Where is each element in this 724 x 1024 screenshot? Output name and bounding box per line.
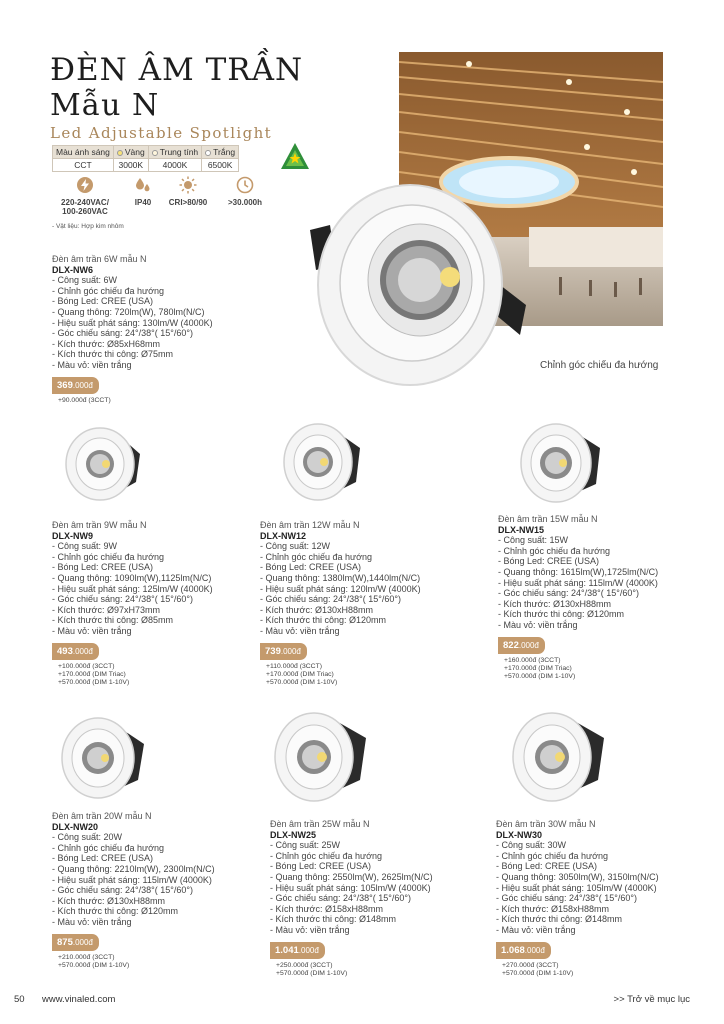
product-nw30 xyxy=(496,819,711,978)
product-name: Đèn âm trần 15W mẫu N xyxy=(498,514,598,524)
spec-line: - Kích thước thi công: Ø120mm xyxy=(52,906,178,917)
feature-ip: IP40 xyxy=(128,176,158,207)
price-option: +570.000đ (DIM 1-10V) xyxy=(502,969,574,977)
price-option: +160.000đ (3CCT) xyxy=(504,656,561,664)
spec-line: - Quang thông: 2550lm(W), 2625lm(N/C) xyxy=(270,871,433,882)
product-nw20 xyxy=(52,811,262,970)
cct-label: CCT xyxy=(53,159,114,172)
product-name: Đèn âm trần 9W mẫu N xyxy=(52,520,147,530)
spec-line: - Chỉnh góc chiếu đa hướng xyxy=(52,285,164,296)
product-image-nw20 xyxy=(58,714,146,802)
product-nw6 xyxy=(52,254,312,405)
cct-warm: 3000K xyxy=(113,159,148,172)
product-name: Đèn âm trần 25W mẫu N xyxy=(270,819,370,829)
cct-white: 6500K xyxy=(202,159,239,172)
price-options xyxy=(496,962,711,978)
clock-icon xyxy=(236,176,254,194)
spec-line: - Màu vỏ: viền trắng xyxy=(52,916,132,927)
spec-line: - Hiệu suất phát sáng: 105lm/W (4000K) xyxy=(496,882,657,893)
spec-line: - Quang thông: 720lm(W), 780lm(N/C) xyxy=(52,306,205,317)
spec-line: - Hiệu suất phát sáng: 120lm/W (4000K) xyxy=(260,583,421,594)
spec-line: - Kích thước: Ø158xH88mm xyxy=(496,903,609,914)
product-code: DLX-NW20 xyxy=(52,821,99,832)
page-title: ĐÈN ÂM TRẦN xyxy=(50,52,304,88)
product-image-nw12 xyxy=(282,420,362,504)
price-options xyxy=(52,663,257,687)
feature-lifetime: >30.000h xyxy=(222,176,268,207)
product-name: Đèn âm trần 6W mẫu N xyxy=(52,254,147,264)
color-option-neutral: Trung tính xyxy=(148,146,201,159)
spec-line: - Công suất: 30W xyxy=(496,840,567,851)
spec-line: - Màu vỏ: viền trắng xyxy=(496,924,576,935)
spec-line: - Góc chiếu sáng: 24°/38°( 15°/60°) xyxy=(52,328,193,339)
product-nw12 xyxy=(260,520,490,687)
spec-line: - Màu vỏ: viền trắng xyxy=(270,924,350,935)
spec-line: - Hiệu suất phát sáng: 115lm/W (4000K) xyxy=(52,874,212,885)
product-image-nw25 xyxy=(272,708,368,806)
price-options xyxy=(270,962,490,978)
price-option: +90.000đ (3CCT) xyxy=(58,396,111,404)
spec-line: - Kích thước: Ø97xH73mm xyxy=(52,604,160,615)
product-specs xyxy=(52,541,257,636)
spec-line: - Kích thước: Ø130xH88mm xyxy=(498,598,611,609)
product-image-nw30 xyxy=(510,708,606,806)
spec-line: - Kích thước: Ø130xH88mm xyxy=(52,895,165,906)
product-image-nw9 xyxy=(62,424,142,504)
spec-line: - Góc chiếu sáng: 24°/38°( 15°/60°) xyxy=(498,588,639,599)
product-code: DLX-NW9 xyxy=(52,530,93,541)
color-option-warm: Vàng xyxy=(113,146,148,159)
hero-spotlight-image xyxy=(300,165,530,405)
product-code: DLX-NW12 xyxy=(260,530,307,541)
product-specs xyxy=(260,541,490,636)
spec-line: - Góc chiếu sáng: 24°/38°( 15°/60°) xyxy=(496,893,637,904)
price-option: +170.000đ (DIM Triac) xyxy=(504,664,572,672)
spec-line: - Màu vỏ: viền trắng xyxy=(52,359,132,370)
price-option: +570.000đ (DIM 1-10V) xyxy=(58,961,130,969)
product-name: Đèn âm trần 30W mẫu N xyxy=(496,819,596,829)
spec-line: - Công suất: 20W xyxy=(52,832,123,843)
feature-cri: CRI>80/90 xyxy=(164,176,212,207)
spec-line: - Bóng Led: CREE (USA) xyxy=(52,562,154,573)
price-tag: 739.000đ xyxy=(260,643,307,660)
spec-line: - Chỉnh góc chiếu đa hướng xyxy=(52,842,164,853)
spec-line: - Hiệu suất phát sáng: 125lm/W (4000K) xyxy=(52,583,213,594)
spec-line: - Góc chiếu sáng: 24°/38°( 15°/60°) xyxy=(52,594,193,605)
product-nw25 xyxy=(270,819,490,978)
price-option: +170.000đ (DIM Triac) xyxy=(266,670,334,678)
spec-line: - Công suất: 9W xyxy=(52,541,118,552)
price-option: +570.000đ (DIM 1-10V) xyxy=(266,678,338,686)
price-option: +570.000đ (DIM 1-10V) xyxy=(58,678,130,686)
spec-line: - Góc chiếu sáng: 24°/38°( 15°/60°) xyxy=(270,893,411,904)
spec-line: - Bóng Led: CREE (USA) xyxy=(496,861,598,872)
product-code: DLX-NW6 xyxy=(52,264,93,275)
spec-line: - Kích thước thi công: Ø120mm xyxy=(498,609,624,620)
spec-line: - Chỉnh góc chiếu đa hướng xyxy=(496,850,608,861)
price-tag: 875.000đ xyxy=(52,934,99,951)
product-code: DLX-NW30 xyxy=(496,829,543,840)
spec-line: - Hiệu suất phát sáng: 105lm/W (4000K) xyxy=(270,882,431,893)
water-drops-icon xyxy=(134,176,152,194)
price-options xyxy=(52,954,262,970)
spec-line: - Màu vỏ: viền trắng xyxy=(498,619,578,630)
spec-line: - Kích thước: Ø158xH88mm xyxy=(270,903,383,914)
price-option: +110.000đ (3CCT) xyxy=(266,662,322,670)
price-option: +210.000đ (3CCT) xyxy=(58,953,115,961)
spec-line: - Quang thông: 1090lm(W),1125lm(N/C) xyxy=(52,572,212,583)
spec-line: - Góc chiếu sáng: 24°/38°( 15°/60°) xyxy=(52,885,193,896)
spec-line: - Quang thông: 1380lm(W),1440lm(N/C) xyxy=(260,572,421,583)
spec-line: - Công suất: 6W xyxy=(52,275,118,286)
spec-line: - Kích thước: Ø130xH88mm xyxy=(260,604,373,615)
back-to-contents-link[interactable]: >> Trở về mục lục xyxy=(613,994,690,1005)
website-link[interactable]: www.vinaled.com xyxy=(42,994,116,1005)
price-option: +100.000đ (3CCT) xyxy=(58,662,115,670)
spec-line: - Kích thước: Ø85xH68mm xyxy=(52,338,160,349)
spec-line: - Bóng Led: CREE (USA) xyxy=(270,861,372,872)
product-image-nw15 xyxy=(518,420,602,506)
price-tag: 822.000đ xyxy=(498,637,545,654)
photo-caption: Chỉnh góc chiếu đa hướng xyxy=(540,360,659,371)
page-title-model: Mẫu N xyxy=(50,88,160,123)
product-specs xyxy=(270,840,490,935)
feature-icons xyxy=(52,176,282,226)
price-options xyxy=(498,657,708,681)
spec-line: - Bóng Led: CREE (USA) xyxy=(498,556,600,567)
product-name: Đèn âm trần 20W mẫu N xyxy=(52,811,152,821)
sun-icon xyxy=(179,176,197,194)
price-option: +250.000đ (3CCT) xyxy=(276,961,333,969)
cct-neutral: 4000K xyxy=(148,159,201,172)
spec-line: - Bóng Led: CREE (USA) xyxy=(52,296,154,307)
color-option-white: Trắng xyxy=(202,146,239,159)
spec-line: - Chỉnh góc chiếu đa hướng xyxy=(270,850,382,861)
price-option: +170.000đ (DIM Triac) xyxy=(58,670,126,678)
page-number: 50 xyxy=(14,994,25,1005)
spec-line: - Quang thông: 1615lm(W),1725lm(N/C) xyxy=(498,566,659,577)
product-specs xyxy=(52,275,312,370)
page-subtitle: Led Adjustable Spotlight xyxy=(50,124,273,142)
spec-line: - Kích thước thi công: Ø85mm xyxy=(52,615,173,626)
spec-line: - Hiệu suất phát sáng: 130lm/W (4000K) xyxy=(52,317,213,328)
spec-line: - Màu vỏ: viền trắng xyxy=(52,625,132,636)
price-option: +570.000đ (DIM 1-10V) xyxy=(504,672,576,680)
bolt-icon xyxy=(76,176,94,194)
spec-line: - Bóng Led: CREE (USA) xyxy=(52,853,154,864)
product-code: DLX-NW15 xyxy=(498,524,545,535)
price-option: +570.000đ (DIM 1-10V) xyxy=(276,969,348,977)
spec-line: - Công suất: 15W xyxy=(498,535,569,546)
spec-line: - Góc chiếu sáng: 24°/38°( 15°/60°) xyxy=(260,594,401,605)
spec-line: - Màu vỏ: viền trắng xyxy=(260,625,340,636)
spec-line: - Công suất: 12W xyxy=(260,541,331,552)
price-tag: 1.068.000đ xyxy=(496,942,551,959)
spec-line: - Quang thông: 2210lm(W), 2300lm(N/C) xyxy=(52,863,215,874)
price-tag: 1.041.000đ xyxy=(270,942,325,959)
spec-line: - Kích thước thi công: Ø75mm xyxy=(52,349,173,360)
product-specs xyxy=(52,832,262,927)
product-name: Đèn âm trần 12W mẫu N xyxy=(260,520,360,530)
product-specs xyxy=(496,840,711,935)
price-tag: 369.000đ xyxy=(52,377,99,394)
spec-line: - Chỉnh góc chiếu đa hướng xyxy=(260,551,372,562)
spec-line: - Quang thông: 3050lm(W), 3150lm(N/C) xyxy=(496,871,659,882)
product-code: DLX-NW25 xyxy=(270,829,317,840)
spec-line: - Kích thước thi công: Ø120mm xyxy=(260,615,386,626)
spec-line: - Kích thước thi công: Ø148mm xyxy=(270,914,396,925)
spec-line: - Kích thước thi công: Ø148mm xyxy=(496,914,622,925)
spec-line: - Chỉnh góc chiếu đa hướng xyxy=(52,551,164,562)
product-nw9 xyxy=(52,520,257,687)
spec-line: - Chỉnh góc chiếu đa hướng xyxy=(498,545,610,556)
spec-line: - Công suất: 25W xyxy=(270,840,341,851)
price-option: +270.000đ (3CCT) xyxy=(502,961,559,969)
product-nw15 xyxy=(498,514,708,681)
product-specs xyxy=(498,535,708,630)
spec-line: - Hiệu suất phát sáng: 115lm/W (4000K) xyxy=(498,577,658,588)
feature-voltage: 220-240VAC/ 100-260VAC xyxy=(52,176,118,216)
price-options xyxy=(52,397,312,405)
color-temperature-table xyxy=(52,145,239,172)
material-note: - Vật liệu: Hợp kim nhôm xyxy=(52,223,124,230)
spec-line: - Bóng Led: CREE (USA) xyxy=(260,562,362,573)
price-tag: 493.000đ xyxy=(52,643,99,660)
color-label: Màu ánh sáng xyxy=(53,146,114,159)
price-options xyxy=(260,663,490,687)
